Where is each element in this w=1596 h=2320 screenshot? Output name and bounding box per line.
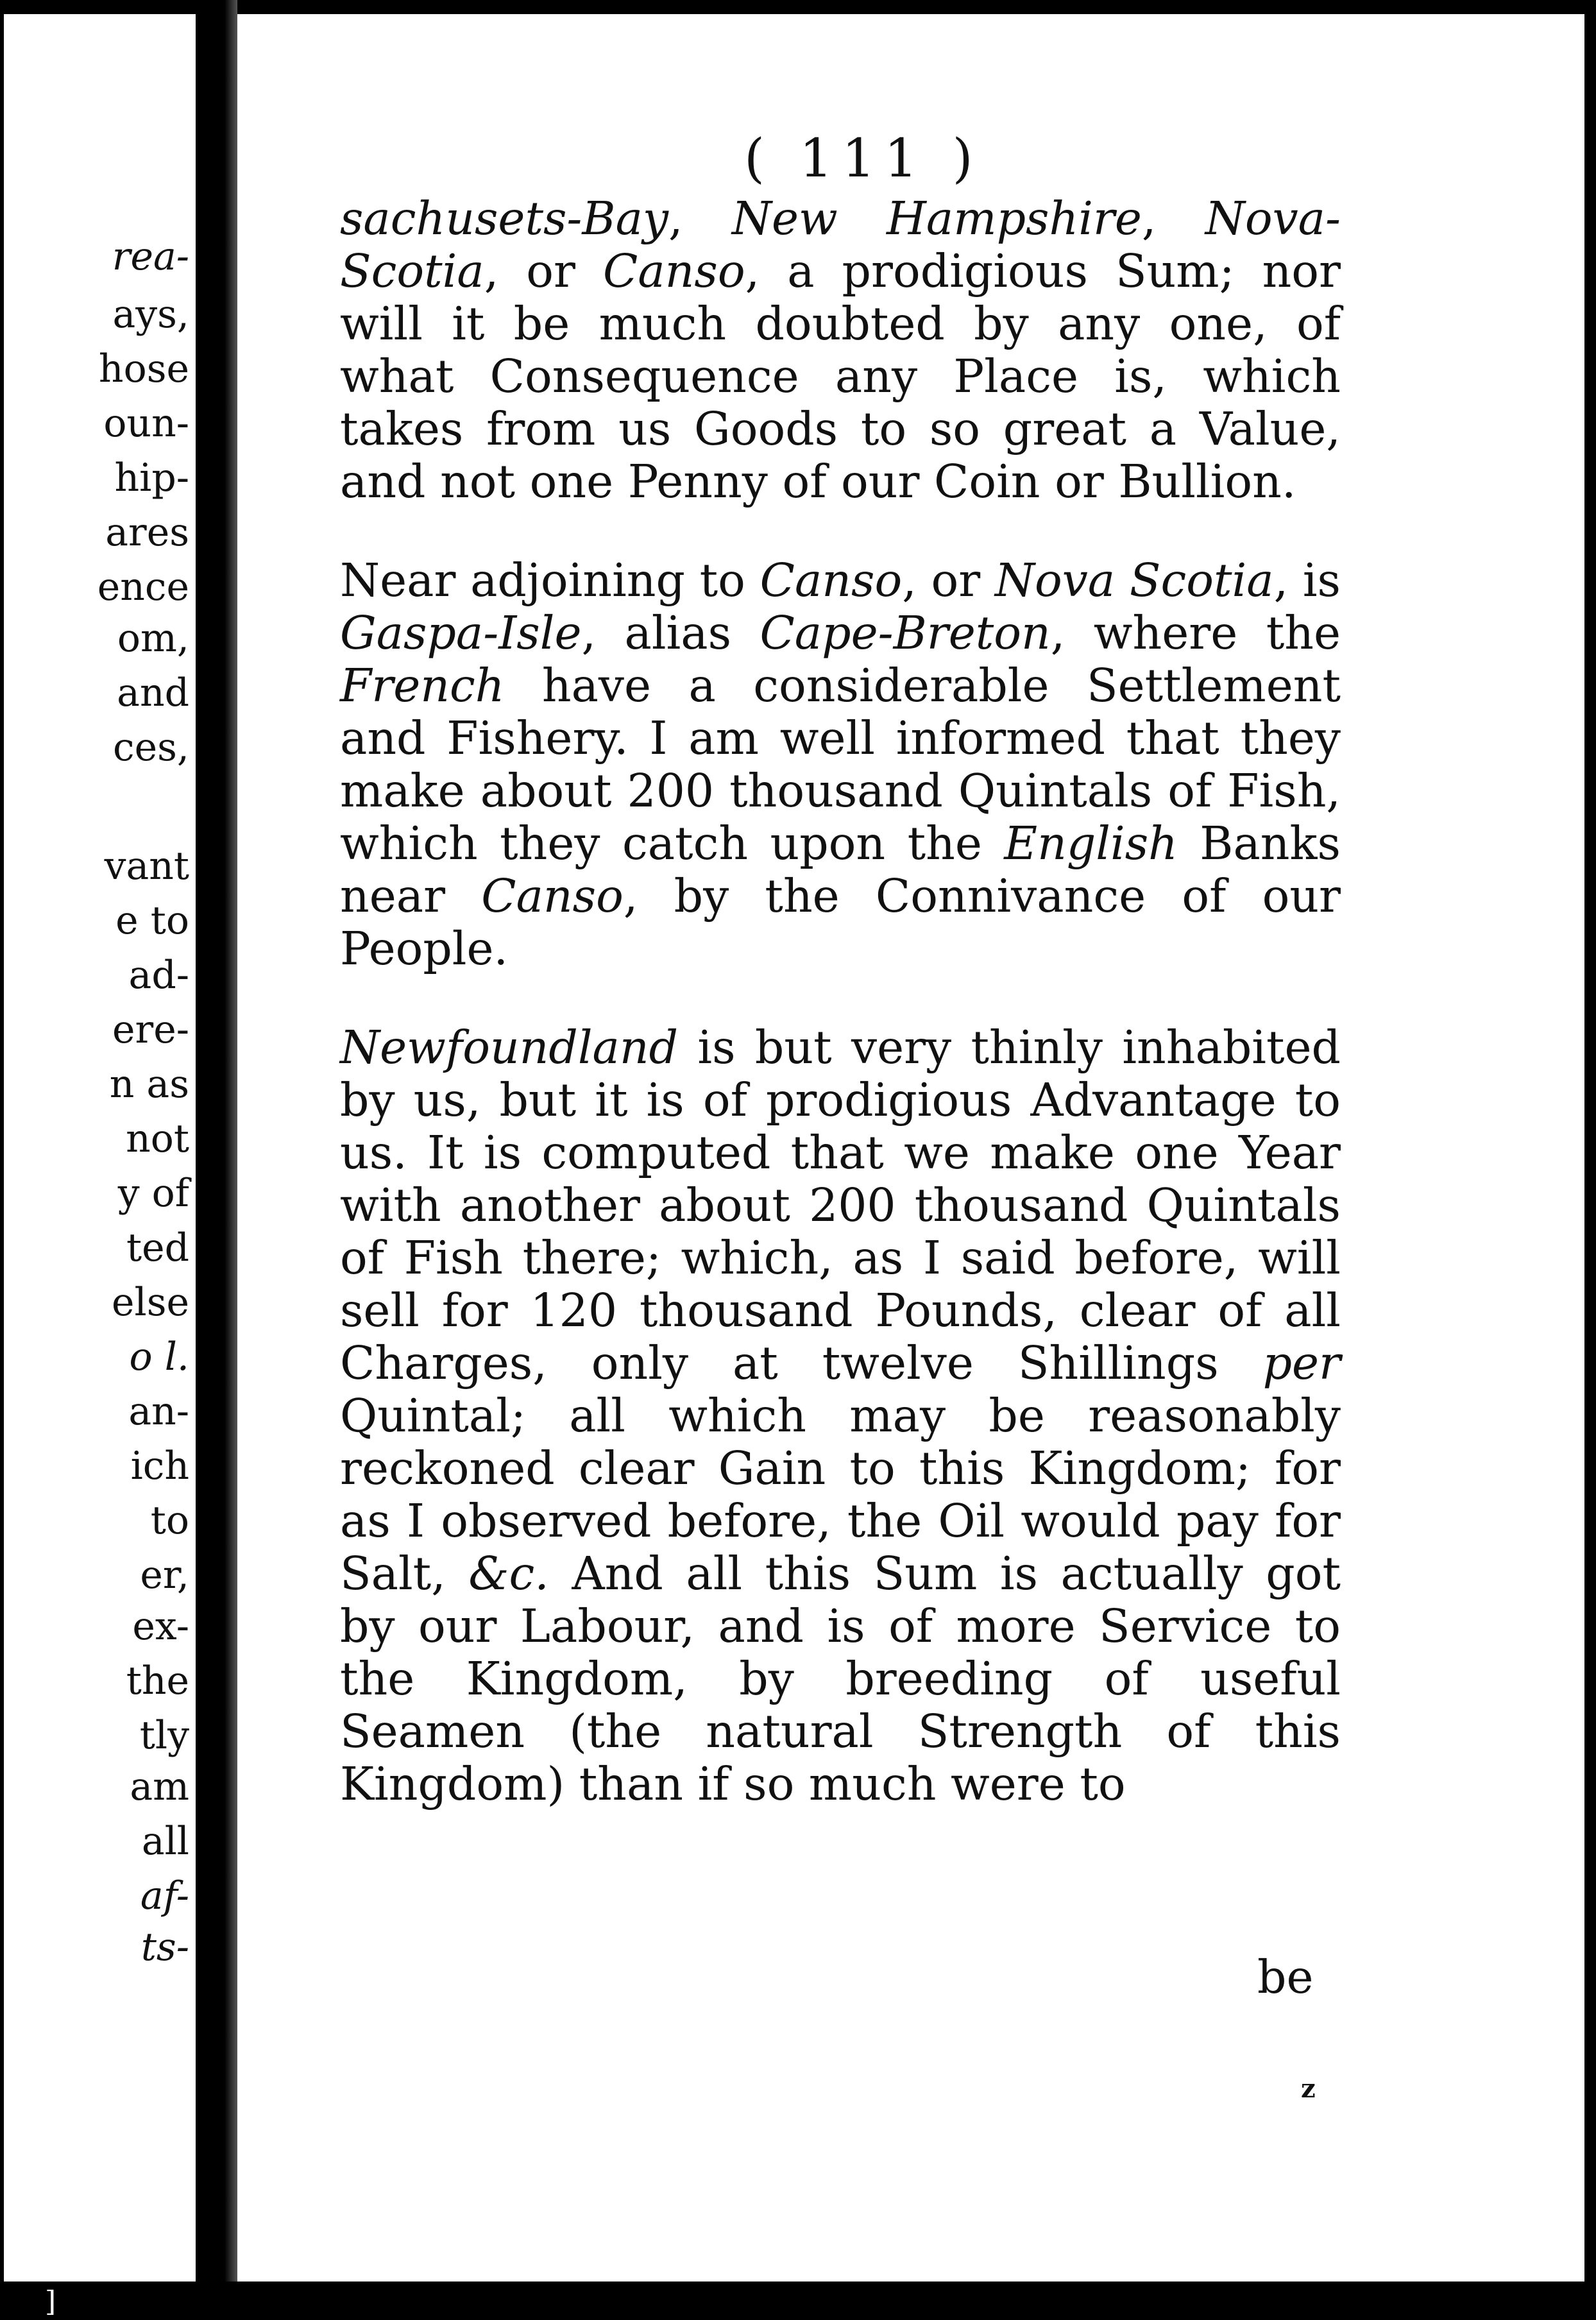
left-fragment-line: rea- [112,234,189,279]
catchword: be [1257,1950,1314,2004]
left-fragment-line: all [141,1819,189,1864]
left-fragment-line: ares [105,510,189,555]
bottom-mark: ] [45,2285,56,2318]
left-fragment-line: else [112,1280,189,1325]
italic-term: Canso [481,869,624,923]
paragraph-2: Near adjoining to Canso, or Nova Scotia, is Gaspa-Isle, alias Cape-Breton, where the French have a considerable Settlement and Fishery. I am well informed that they make about 200 thousand Quintals of Fish, which they catch upon the English Banks near Canso, by the Connivance of our People. [340,554,1341,975]
scan-border-right [1584,0,1596,2320]
left-fragment-line: af- [140,1873,189,1918]
left-fragment-line: am [130,1764,189,1809]
left-fragment-line: om, [117,616,189,661]
italic-term: Nova Scotia [994,554,1274,607]
paragraph-1: sachusets-Bay, New Hampshire, Nova-Scotia, or Canso, a prodigious Sum; nor will it be much doubted by any one, of what Consequence any Place is, which takes from us Goods to so great a Value, and not one Penny of our Coin or Bullion. [340,192,1341,508]
scan-border-top [0,0,1596,14]
page-body [340,192,1341,1811]
paragraph-3: Newfoundland is but very thinly inhabited by us, but it is of prodigious Advantage to us. It is computed that we make one Year with another about 200 thousand Quintals of Fish there; which, as I said before, will sell for 120 thousand Pounds, clear of all Charges, only at twelve Shillings per Quintal; all which may be reasonably reckoned clear Gain to this Kingdom; for as I observed before, the Oil would pay for Salt, &c. And all this Sum is actually got by our Labour, and is of more Service to the Kingdom, by breeding of useful Seamen (the natural Strength of this Kingdom) than if so much were to [340,1021,1341,1811]
left-fragment-line: hose [98,346,189,391]
italic-term: Cape-Breton [760,606,1051,660]
left-fragment-line: ted [126,1225,189,1270]
italic-term: per [1262,1336,1341,1390]
left-fragment-line: and [117,670,189,715]
left-page-edge [4,14,196,2282]
left-fragment-line: o l. [129,1335,189,1379]
left-fragment-line: ich [130,1444,189,1488]
left-fragment-line: an- [128,1389,189,1434]
left-fragment-line: n as [109,1062,189,1107]
gutter-shadow [225,0,237,2290]
left-fragment-line: not [126,1116,189,1161]
italic-term: Canso [603,244,745,298]
left-fragment-line: vant [104,844,189,889]
left-fragment-line: ex- [132,1604,189,1649]
left-fragment-line: the [126,1659,189,1703]
italic-term: Newfoundland [340,1021,679,1074]
left-fragment-line: er, [140,1553,189,1598]
left-fragment-line: to [150,1498,189,1543]
left-fragment-line: hip- [114,456,189,500]
italic-term: &c. [468,1547,549,1600]
italic-term: English [1004,817,1178,870]
scan-border-bottom [0,2282,1596,2320]
left-fragment-line: ence [97,565,189,610]
left-fragment-line: ces, [113,725,189,770]
left-fragment-line: ts- [140,1925,189,1970]
italic-term: French [340,659,505,712]
left-fragment-line: ere- [112,1007,189,1052]
page-number: ( 111 ) [744,128,982,189]
left-fragment-line: tly [139,1713,189,1758]
italic-term: Gaspa-Isle [340,606,582,660]
italic-term: New Hampshire [731,192,1142,245]
italic-term: sachusets-Bay [340,192,669,245]
left-fragment-line: y of [117,1171,189,1216]
signature-mark: z [1301,2074,1316,2104]
left-fragment-line: oun- [103,401,189,446]
italic-term: Nova-Scotia [340,192,1341,298]
left-fragment-line: ad- [128,953,189,998]
left-fragment-line: ays, [112,292,189,337]
italic-term: Canso [760,554,903,607]
left-fragment-line: e to [115,898,189,943]
